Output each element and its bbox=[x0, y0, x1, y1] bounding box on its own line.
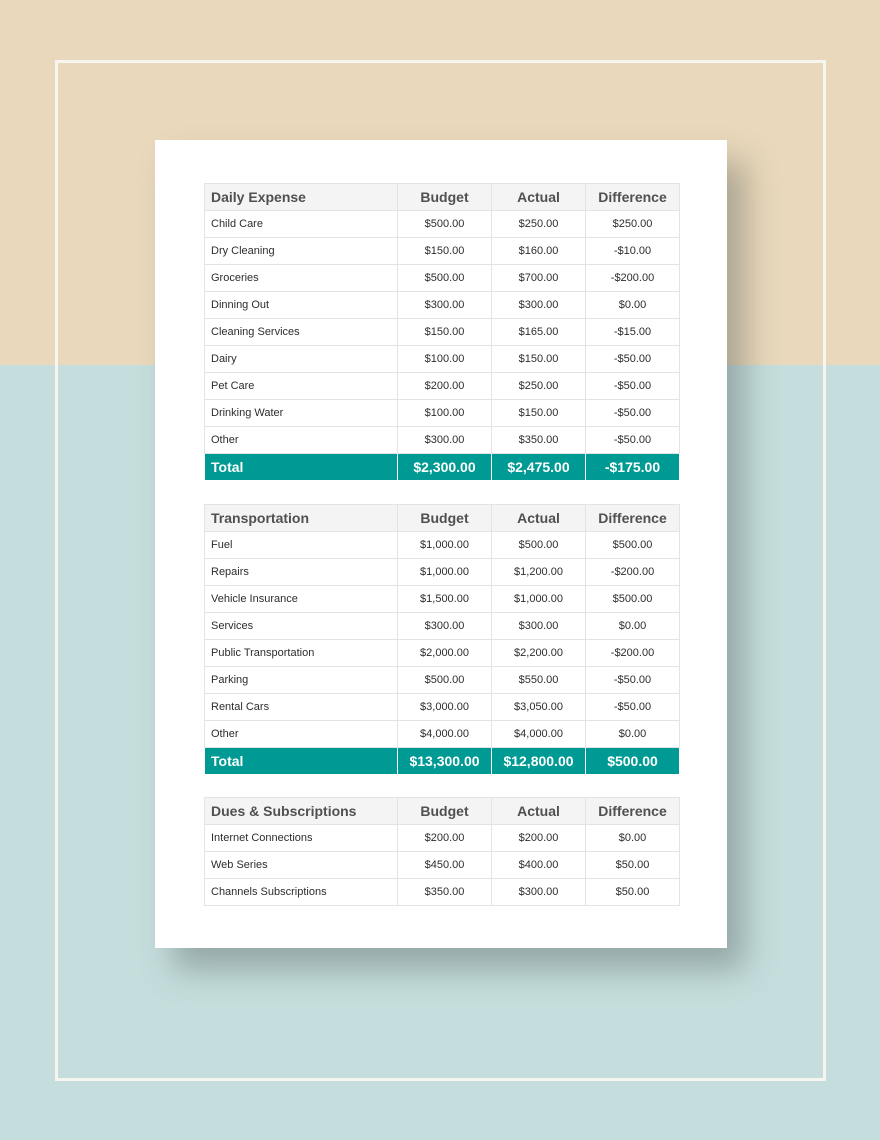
budget-cell: $350.00 bbox=[398, 879, 492, 906]
total-actual-cell: $2,475.00 bbox=[492, 454, 586, 481]
item-name-cell: Drinking Water bbox=[205, 400, 398, 427]
difference-cell: -$10.00 bbox=[586, 238, 680, 265]
daily-expense-table bbox=[204, 183, 680, 481]
item-name-cell: Fuel bbox=[205, 532, 398, 559]
table-row bbox=[205, 879, 680, 906]
table-row bbox=[205, 211, 680, 238]
item-name-cell: Pet Care bbox=[205, 373, 398, 400]
table-row bbox=[205, 319, 680, 346]
actual-cell: $150.00 bbox=[492, 346, 586, 373]
budget-cell: $300.00 bbox=[398, 427, 492, 454]
difference-cell: -$50.00 bbox=[586, 694, 680, 721]
table-row bbox=[205, 238, 680, 265]
total-label: Total bbox=[205, 454, 398, 481]
budget-cell: $2,000.00 bbox=[398, 640, 492, 667]
actual-cell: $150.00 bbox=[492, 400, 586, 427]
item-name-cell: Dairy bbox=[205, 346, 398, 373]
actual-cell: $350.00 bbox=[492, 427, 586, 454]
item-name-cell: Web Series bbox=[205, 852, 398, 879]
budget-cell: $300.00 bbox=[398, 613, 492, 640]
difference-cell: -$50.00 bbox=[586, 346, 680, 373]
item-name-cell: Dinning Out bbox=[205, 292, 398, 319]
budget-header: Budget bbox=[398, 505, 492, 532]
total-budget-cell: $2,300.00 bbox=[398, 454, 492, 481]
table-row bbox=[205, 559, 680, 586]
difference-cell: $0.00 bbox=[586, 292, 680, 319]
table-row bbox=[205, 532, 680, 559]
table-row bbox=[205, 373, 680, 400]
actual-cell: $165.00 bbox=[492, 319, 586, 346]
actual-header: Actual bbox=[492, 184, 586, 211]
table-header-row bbox=[205, 184, 680, 211]
item-name-cell: Internet Connections bbox=[205, 825, 398, 852]
difference-cell: -$50.00 bbox=[586, 400, 680, 427]
budget-cell: $450.00 bbox=[398, 852, 492, 879]
total-label: Total bbox=[205, 748, 398, 775]
difference-cell: -$50.00 bbox=[586, 427, 680, 454]
table-row bbox=[205, 265, 680, 292]
table-row bbox=[205, 640, 680, 667]
actual-cell: $700.00 bbox=[492, 265, 586, 292]
category-header: Daily Expense bbox=[205, 184, 398, 211]
actual-cell: $2,200.00 bbox=[492, 640, 586, 667]
table-header-row bbox=[205, 798, 680, 825]
actual-cell: $550.00 bbox=[492, 667, 586, 694]
budget-cell: $4,000.00 bbox=[398, 721, 492, 748]
actual-cell: $300.00 bbox=[492, 613, 586, 640]
actual-header: Actual bbox=[492, 798, 586, 825]
item-name-cell: Cleaning Services bbox=[205, 319, 398, 346]
actual-cell: $300.00 bbox=[492, 292, 586, 319]
item-name-cell: Services bbox=[205, 613, 398, 640]
item-name-cell: Dry Cleaning bbox=[205, 238, 398, 265]
difference-cell: $500.00 bbox=[586, 532, 680, 559]
difference-cell: -$50.00 bbox=[586, 373, 680, 400]
table-row bbox=[205, 825, 680, 852]
budget-cell: $200.00 bbox=[398, 373, 492, 400]
budget-header: Budget bbox=[398, 798, 492, 825]
item-name-cell: Child Care bbox=[205, 211, 398, 238]
total-difference-cell: $500.00 bbox=[586, 748, 680, 775]
dues-subscriptions-table bbox=[204, 797, 680, 906]
budget-cell: $500.00 bbox=[398, 265, 492, 292]
item-name-cell: Repairs bbox=[205, 559, 398, 586]
budget-cell: $150.00 bbox=[398, 238, 492, 265]
difference-header: Difference bbox=[586, 184, 680, 211]
actual-cell: $200.00 bbox=[492, 825, 586, 852]
budget-header: Budget bbox=[398, 184, 492, 211]
item-name-cell: Parking bbox=[205, 667, 398, 694]
difference-header: Difference bbox=[586, 798, 680, 825]
actual-header: Actual bbox=[492, 505, 586, 532]
item-name-cell: Other bbox=[205, 721, 398, 748]
budget-cell: $500.00 bbox=[398, 667, 492, 694]
actual-cell: $500.00 bbox=[492, 532, 586, 559]
actual-cell: $160.00 bbox=[492, 238, 586, 265]
total-row bbox=[205, 454, 680, 481]
actual-cell: $3,050.00 bbox=[492, 694, 586, 721]
actual-cell: $250.00 bbox=[492, 373, 586, 400]
difference-cell: -$200.00 bbox=[586, 265, 680, 292]
table-row bbox=[205, 346, 680, 373]
table-row bbox=[205, 400, 680, 427]
table-row bbox=[205, 427, 680, 454]
budget-cell: $100.00 bbox=[398, 346, 492, 373]
difference-cell: $500.00 bbox=[586, 586, 680, 613]
table-row bbox=[205, 586, 680, 613]
budget-cell: $150.00 bbox=[398, 319, 492, 346]
item-name-cell: Rental Cars bbox=[205, 694, 398, 721]
actual-cell: $1,000.00 bbox=[492, 586, 586, 613]
item-name-cell: Vehicle Insurance bbox=[205, 586, 398, 613]
table-row bbox=[205, 721, 680, 748]
budget-cell: $1,500.00 bbox=[398, 586, 492, 613]
table-row bbox=[205, 667, 680, 694]
category-header: Dues & Subscriptions bbox=[205, 798, 398, 825]
table-row bbox=[205, 292, 680, 319]
total-row bbox=[205, 748, 680, 775]
item-name-cell: Public Transportation bbox=[205, 640, 398, 667]
budget-cell: $100.00 bbox=[398, 400, 492, 427]
difference-cell: $0.00 bbox=[586, 721, 680, 748]
budget-cell: $1,000.00 bbox=[398, 532, 492, 559]
difference-cell: $0.00 bbox=[586, 613, 680, 640]
difference-header: Difference bbox=[586, 505, 680, 532]
difference-cell: $50.00 bbox=[586, 879, 680, 906]
budget-cell: $300.00 bbox=[398, 292, 492, 319]
budget-cell: $500.00 bbox=[398, 211, 492, 238]
category-header: Transportation bbox=[205, 505, 398, 532]
actual-cell: $250.00 bbox=[492, 211, 586, 238]
actual-cell: $1,200.00 bbox=[492, 559, 586, 586]
transportation-table bbox=[204, 504, 680, 775]
item-name-cell: Groceries bbox=[205, 265, 398, 292]
difference-cell: $250.00 bbox=[586, 211, 680, 238]
budget-cell: $3,000.00 bbox=[398, 694, 492, 721]
item-name-cell: Other bbox=[205, 427, 398, 454]
difference-cell: $0.00 bbox=[586, 825, 680, 852]
actual-cell: $300.00 bbox=[492, 879, 586, 906]
table-row bbox=[205, 852, 680, 879]
budget-document-page bbox=[155, 140, 727, 948]
total-actual-cell: $12,800.00 bbox=[492, 748, 586, 775]
total-difference-cell: -$175.00 bbox=[586, 454, 680, 481]
table-header-row bbox=[205, 505, 680, 532]
difference-cell: -$50.00 bbox=[586, 667, 680, 694]
difference-cell: -$200.00 bbox=[586, 640, 680, 667]
table-row bbox=[205, 694, 680, 721]
budget-cell: $1,000.00 bbox=[398, 559, 492, 586]
budget-cell: $200.00 bbox=[398, 825, 492, 852]
total-budget-cell: $13,300.00 bbox=[398, 748, 492, 775]
actual-cell: $4,000.00 bbox=[492, 721, 586, 748]
difference-cell: -$15.00 bbox=[586, 319, 680, 346]
table-row bbox=[205, 613, 680, 640]
difference-cell: -$200.00 bbox=[586, 559, 680, 586]
item-name-cell: Channels Subscriptions bbox=[205, 879, 398, 906]
difference-cell: $50.00 bbox=[586, 852, 680, 879]
actual-cell: $400.00 bbox=[492, 852, 586, 879]
